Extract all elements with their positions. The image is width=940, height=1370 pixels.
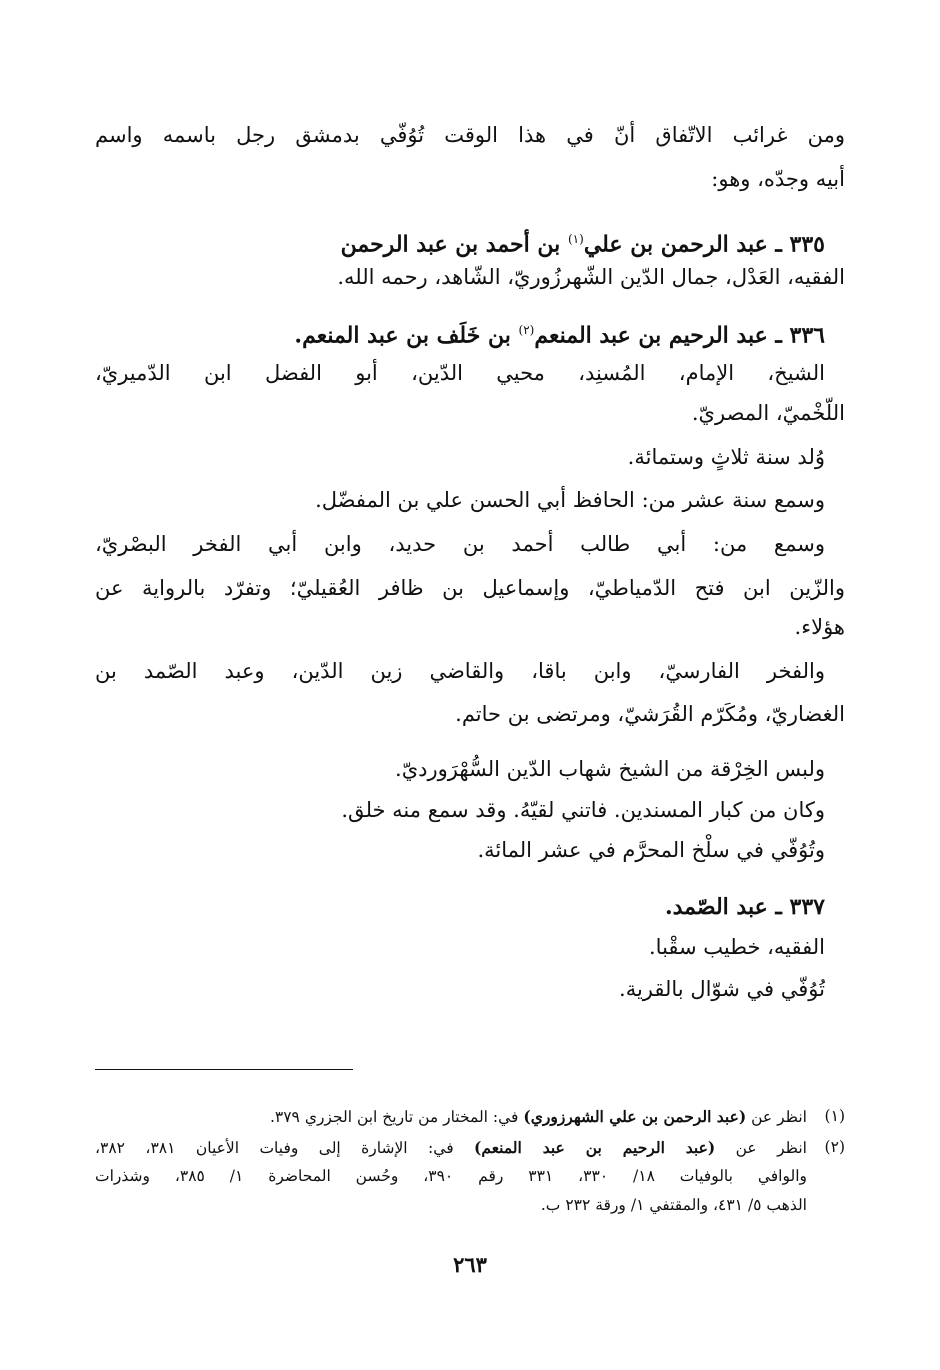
entry-336-line-9: الغضاريّ، ومُكَرّم القُرَشيّ، ومرتضى بن حاتم. [455, 702, 845, 726]
entry-336-line-1: الشيخ، الإمام، المُسنِد، محيي الدّين، أبو الفضل ابن الدّميريّ، [95, 361, 825, 385]
intro-line-1: ومن غرائب الاتّفاق أنّ في هذا الوقت تُوُفّي بدمشق رجل باسمه واسم [95, 123, 845, 147]
entry-name: عبد الرحمن بن علي [583, 231, 768, 258]
entry-336-line-10: ولبس الخِرْقة من الشيخ شهاب الدّين السُّهْرَورديّ. [395, 757, 825, 781]
entry-336-line-4: وسمع سنة عشر من: الحافظ أبي الحسن علي بن المفضّل. [315, 488, 825, 512]
entry-336-line-2: اللّخْميّ، المصريّ. [691, 401, 845, 425]
footnote-rest: في: المختار من تاريخ ابن الجزري ٣٧٩. [269, 1108, 519, 1126]
entry-336-line-6: والزّين ابن فتح الدّمياطيّ، وإسماعيل بن ظافر العُقيليّ؛ وتفرّد بالرواية عن [95, 576, 845, 600]
entry-name: عبد الرحيم بن عبد المنعم [534, 322, 768, 349]
entry-name: عبد الصّمد. [664, 894, 768, 920]
footnote-number: (١) [824, 1107, 845, 1125]
entry-335-heading [95, 222, 825, 261]
footnote-text [95, 1103, 807, 1130]
entry-number: ٣٣٦ [789, 322, 825, 349]
footnote-ref-1: (١) [567, 232, 584, 246]
entry-name-rest: بن خَلَف بن عبد المنعم. [294, 322, 511, 349]
footnote-prefix: انظر عن [751, 1108, 807, 1126]
entry-335-line-1: الفقيه، العَدْل، جمال الدّين الشّهرزُوريّ، الشّاهد، رحمه الله. [337, 265, 845, 289]
entry-number: ٣٣٥ [789, 231, 825, 258]
footnote-1 [95, 1103, 845, 1130]
entry-dash: ـ [775, 231, 782, 258]
entry-337-heading [95, 890, 825, 924]
entry-336-line-5: وسمع من: أبي طالب أحمد بن حديد، وابن أبي الفخر البصْريّ، [95, 532, 825, 556]
footnote-ref-2: (٢) [518, 323, 535, 337]
entry-336-line-8: والفخر الفارسيّ، وابن باقا، والقاضي زين الدّين، وعبد الصّمد بن [95, 659, 825, 683]
entry-337-line-2: تُوُفّي في شوّال بالقرية. [619, 977, 825, 1001]
entry-336-line-3: وُلد سنة ثلاثٍ وستمائة. [627, 445, 825, 469]
footnote-text [95, 1134, 807, 1161]
footnote-prefix: انظر عن [735, 1139, 807, 1157]
page-number: ٢٦٣ [453, 1252, 487, 1277]
footnote-rest: في: الإشارة إلى وفيات الأعيان ٣٨١، ٣٨٢، [95, 1139, 454, 1157]
entry-dash: ـ [775, 894, 782, 920]
entry-name-rest: بن أحمد بن عبد الرحمن [340, 231, 561, 258]
entry-number: ٣٣٧ [789, 894, 825, 920]
footnote-subject: (عبد الرحمن بن علي الشهرزوري) [523, 1107, 747, 1126]
entry-336-line-7: هؤلاء. [794, 615, 845, 639]
footnote-subject: (عبد الرحيم بن عبد المنعم) [474, 1138, 716, 1157]
entry-336-line-12: وتُوُفّي في سلْخ المحرَّم في عشر المائة. [477, 838, 825, 862]
footnote-2-line-3: الذهب ٥/ ٤٣١، والمقتفي ١/ ورقة ٢٣٢ ب. [540, 1196, 807, 1214]
entry-337-line-1: الفقيه، خطيب سقْبا. [649, 935, 825, 959]
footnote-separator [95, 1069, 353, 1070]
footnote-2 [95, 1134, 845, 1161]
entry-336-heading [95, 313, 825, 352]
footnote-2-line-2: والوافي بالوفيات ١٨/ ٣٣٠، ٣٣١ رقم ٣٩٠، وحُسن المحاضرة ١/ ٣٨٥، وشذرات [95, 1167, 807, 1185]
intro-line-2: أبيه وجدّه، وهو: [711, 167, 845, 191]
entry-336-line-11: وكان من كبار المسندين. فاتني لقيّهُ. وقد سمع منه خلق. [341, 798, 825, 822]
footnote-number: (٢) [824, 1138, 845, 1156]
entry-dash: ـ [775, 322, 782, 349]
